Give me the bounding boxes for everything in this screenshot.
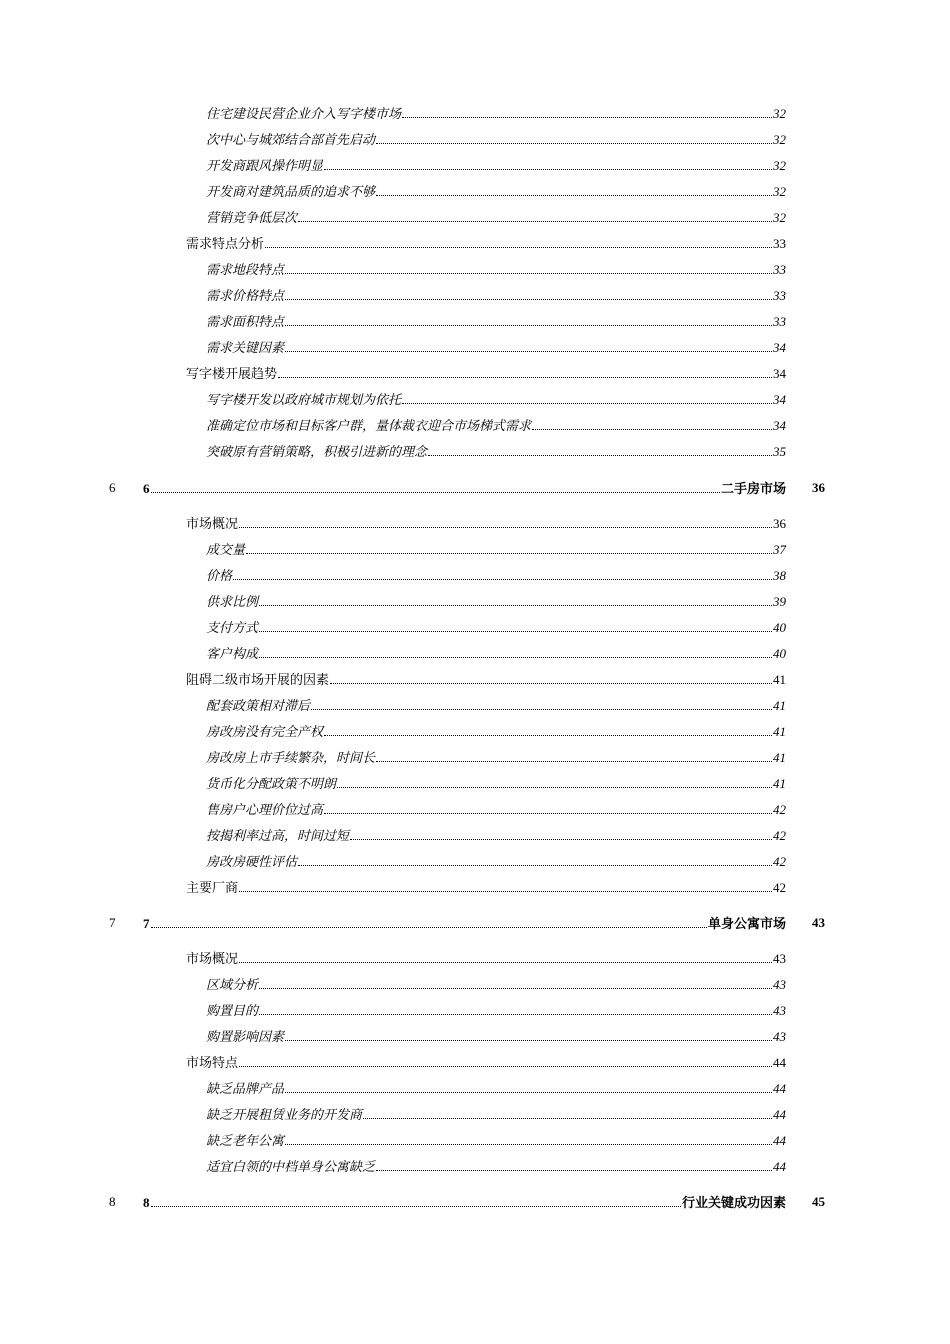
toc-entry-label: 配套政策相对滞后 <box>206 699 311 714</box>
dot-leader <box>285 337 772 352</box>
toc-entry[interactable] <box>206 1130 786 1150</box>
dot-leader <box>285 311 772 326</box>
dot-leader <box>311 695 772 710</box>
toc-entry-page-number: 44 <box>773 1133 786 1148</box>
chapter-page-number: 43 <box>812 915 825 930</box>
dot-leader <box>376 1156 772 1171</box>
toc-entry-label: 写字楼开发以政府城市规划为依托 <box>206 393 402 408</box>
chapter-number-bold: 7 <box>143 916 150 931</box>
toc-entry-page-number: 34 <box>773 392 786 407</box>
toc-entry-page-number: 42 <box>773 828 786 843</box>
toc-entry-page-number: 42 <box>773 802 786 817</box>
toc-entry-page-number: 43 <box>773 951 786 966</box>
toc-entry-label: 市场概况 <box>186 952 239 967</box>
chapter-title: 单身公寓市场 <box>707 917 786 932</box>
dot-leader <box>285 1026 772 1041</box>
toc-chapter-entry[interactable] <box>0 1191 950 1213</box>
toc-entry[interactable] <box>206 415 786 435</box>
toc-entry[interactable] <box>206 591 786 611</box>
dot-leader <box>350 825 772 840</box>
dot-leader <box>428 441 772 456</box>
toc-entry-page-number: 33 <box>773 236 786 251</box>
toc-entry[interactable] <box>206 721 786 741</box>
toc-entry-page-number: 44 <box>773 1107 786 1122</box>
toc-entry-page-number: 35 <box>773 444 786 459</box>
toc-entry[interactable] <box>206 851 786 871</box>
dot-leader <box>402 389 772 404</box>
dot-leader <box>278 363 772 378</box>
toc-entry[interactable] <box>206 799 786 819</box>
toc-entry-label: 区域分析 <box>206 978 259 993</box>
toc-entry-label: 住宅建设民营企业介入写字楼市场 <box>206 107 402 122</box>
toc-entry-page-number: 34 <box>773 418 786 433</box>
toc-chapter-entry[interactable] <box>0 912 950 934</box>
dot-leader <box>246 539 772 554</box>
toc-entry[interactable] <box>206 389 786 409</box>
dot-leader <box>239 948 772 963</box>
toc-entry-label: 需求关键因素 <box>206 341 285 356</box>
toc-entry[interactable] <box>206 207 786 227</box>
toc-entry-label: 房改房上市手续繁杂，时间长 <box>206 751 376 766</box>
toc-entry[interactable] <box>206 1078 786 1098</box>
toc-entry-label: 开发商对建筑品质的追求不够 <box>206 185 376 200</box>
toc-entry[interactable] <box>206 259 786 279</box>
chapter-title: 二手房市场 <box>720 482 786 497</box>
toc-entry-page-number: 33 <box>773 262 786 277</box>
toc-entry[interactable] <box>186 233 786 253</box>
chapter-number-bold: 8 <box>143 1195 150 1210</box>
toc-entry-label: 购置目的 <box>206 1004 259 1019</box>
chapter-line <box>143 912 786 936</box>
toc-entry-page-number: 32 <box>773 132 786 147</box>
toc-entry-page-number: 32 <box>773 184 786 199</box>
chapter-title: 行业关键成功因素 <box>681 1196 786 1211</box>
dot-leader <box>376 129 772 144</box>
dot-leader <box>259 974 772 989</box>
toc-entry-page-number: 34 <box>773 366 786 381</box>
toc-entry-label: 成交量 <box>206 543 246 558</box>
toc-entry-page-number: 34 <box>773 340 786 355</box>
toc-entry[interactable] <box>206 617 786 637</box>
toc-entry-page-number: 44 <box>773 1159 786 1174</box>
toc-entry-page-number: 44 <box>773 1081 786 1096</box>
dot-leader <box>298 851 772 866</box>
toc-chapter-entry[interactable] <box>0 477 950 499</box>
toc-entry-label: 需求价格特点 <box>206 289 285 304</box>
toc-entry-page-number: 42 <box>773 880 786 895</box>
dot-leader <box>376 181 772 196</box>
toc-entry[interactable] <box>186 948 786 968</box>
toc-entry-page-number: 37 <box>773 542 786 557</box>
toc-entry-label: 写字楼开展趋势 <box>186 367 278 382</box>
dot-leader <box>324 799 772 814</box>
toc-entry-label: 按揭利率过高，时间过短 <box>206 829 350 844</box>
toc-entry-page-number: 44 <box>773 1055 786 1070</box>
toc-entry[interactable] <box>186 669 786 689</box>
toc-entry-page-number: 32 <box>773 210 786 225</box>
toc-entry-page-number: 32 <box>773 158 786 173</box>
toc-entry-page-number: 41 <box>773 672 786 687</box>
toc-entry-label: 突破原有营销策略，积极引进新的理念 <box>206 445 428 460</box>
toc-entry[interactable] <box>206 974 786 994</box>
dot-leader <box>151 477 720 493</box>
chapter-number: 8 <box>109 1194 116 1209</box>
dot-leader <box>532 415 772 430</box>
dot-leader <box>402 103 772 118</box>
toc-entry[interactable] <box>206 539 786 559</box>
toc-entry-label: 市场特点 <box>186 1056 239 1071</box>
toc-entry-label: 营销竞争低层次 <box>206 211 298 226</box>
chapter-number: 6 <box>109 480 116 495</box>
toc-entry-label: 价格 <box>206 569 233 584</box>
dot-leader <box>151 912 707 928</box>
chapter-line <box>143 1191 786 1215</box>
dot-leader <box>285 259 772 274</box>
toc-entry-page-number: 36 <box>773 516 786 531</box>
toc-entry-label: 需求面积特点 <box>206 315 285 330</box>
toc-entry-label: 支付方式 <box>206 621 259 636</box>
toc-entry[interactable] <box>206 747 786 767</box>
toc-entry-page-number: 43 <box>773 1003 786 1018</box>
toc-entry-label: 次中心与城郊结合部首先启动 <box>206 133 376 148</box>
toc-entry-label: 需求地段特点 <box>206 263 285 278</box>
toc-entry[interactable] <box>206 1000 786 1020</box>
toc-entry[interactable] <box>206 441 786 461</box>
chapter-number-bold: 6 <box>143 481 150 496</box>
dot-leader <box>324 721 772 736</box>
toc-entry-page-number: 33 <box>773 314 786 329</box>
toc-entry-label: 市场概况 <box>186 517 239 532</box>
toc-entry-page-number: 42 <box>773 854 786 869</box>
toc-entry[interactable] <box>206 181 786 201</box>
toc-entry[interactable] <box>206 643 786 663</box>
toc-entry[interactable] <box>206 285 786 305</box>
toc-entry[interactable] <box>206 311 786 331</box>
chapter-line <box>143 477 786 501</box>
dot-leader <box>285 285 772 300</box>
toc-entry-label: 缺乏老年公寓 <box>206 1134 285 1149</box>
dot-leader <box>259 643 772 658</box>
dot-leader <box>265 233 772 248</box>
dot-leader <box>151 1191 681 1207</box>
dot-leader <box>233 565 772 580</box>
toc-entry-label: 售房户心理价位过高 <box>206 803 324 818</box>
toc-entry-label: 阻碍二级市场开展的因素 <box>186 673 330 688</box>
toc-entry-page-number: 39 <box>773 594 786 609</box>
toc-entry[interactable] <box>186 363 786 383</box>
dot-leader <box>239 1052 772 1067</box>
dot-leader <box>259 1000 772 1015</box>
toc-entry-label: 货币化分配政策不明朗 <box>206 777 337 792</box>
toc-entry[interactable] <box>206 1026 786 1046</box>
chapter-page-number: 36 <box>812 480 825 495</box>
toc-entry-label: 准确定位市场和目标客户群，量体裁衣迎合市场梯式需求 <box>206 419 532 434</box>
toc-entry-page-number: 32 <box>773 106 786 121</box>
toc-entry-page-number: 40 <box>773 620 786 635</box>
toc-entry-page-number: 41 <box>773 776 786 791</box>
dot-leader <box>239 877 772 892</box>
toc-entry-page-number: 40 <box>773 646 786 661</box>
toc-entry[interactable] <box>206 565 786 585</box>
toc-entry-label: 适宜白领的中档单身公寓缺乏 <box>206 1160 376 1175</box>
toc-entry[interactable] <box>186 1052 786 1072</box>
dot-leader <box>363 1104 772 1119</box>
dot-leader <box>337 773 772 788</box>
dot-leader <box>298 207 772 222</box>
dot-leader <box>330 669 772 684</box>
toc-entry-page-number: 38 <box>773 568 786 583</box>
toc-entry[interactable] <box>206 129 786 149</box>
dot-leader <box>239 513 772 528</box>
toc-entry-page-number: 41 <box>773 750 786 765</box>
toc-entry-label: 房改房没有完全产权 <box>206 725 324 740</box>
toc-entry[interactable] <box>206 695 786 715</box>
toc-entry[interactable] <box>206 1156 786 1176</box>
toc-entry-label: 购置影响因素 <box>206 1030 285 1045</box>
dot-leader <box>324 155 772 170</box>
toc-entry[interactable] <box>186 877 786 897</box>
dot-leader <box>259 591 772 606</box>
toc-entry-page-number: 43 <box>773 977 786 992</box>
toc-entry-page-number: 41 <box>773 698 786 713</box>
toc-entry[interactable] <box>206 103 786 123</box>
toc-entry-page-number: 41 <box>773 724 786 739</box>
dot-leader <box>376 747 772 762</box>
toc-entry[interactable] <box>206 155 786 175</box>
dot-leader <box>285 1078 772 1093</box>
toc-entry-label: 主要厂商 <box>186 881 239 896</box>
toc-entry-label: 房改房硬性评估 <box>206 855 298 870</box>
chapter-page-number: 45 <box>812 1194 825 1209</box>
toc-entry-page-number: 43 <box>773 1029 786 1044</box>
dot-leader <box>259 617 772 632</box>
toc-entry-label: 缺乏品牌产品 <box>206 1082 285 1097</box>
toc-entry[interactable] <box>206 825 786 845</box>
toc-entry[interactable] <box>186 513 786 533</box>
toc-entry[interactable] <box>206 1104 786 1124</box>
toc-entry-label: 缺乏开展租赁业务的开发商 <box>206 1108 363 1123</box>
toc-entry-page-number: 33 <box>773 288 786 303</box>
toc-entry-label: 需求特点分析 <box>186 237 265 252</box>
toc-entry[interactable] <box>206 773 786 793</box>
dot-leader <box>285 1130 772 1145</box>
toc-entry-label: 开发商跟风操作明显 <box>206 159 324 174</box>
toc-entry-label: 客户构成 <box>206 647 259 662</box>
toc-entry-label: 供求比例 <box>206 595 259 610</box>
toc-entry[interactable] <box>206 337 786 357</box>
chapter-number: 7 <box>109 915 116 930</box>
